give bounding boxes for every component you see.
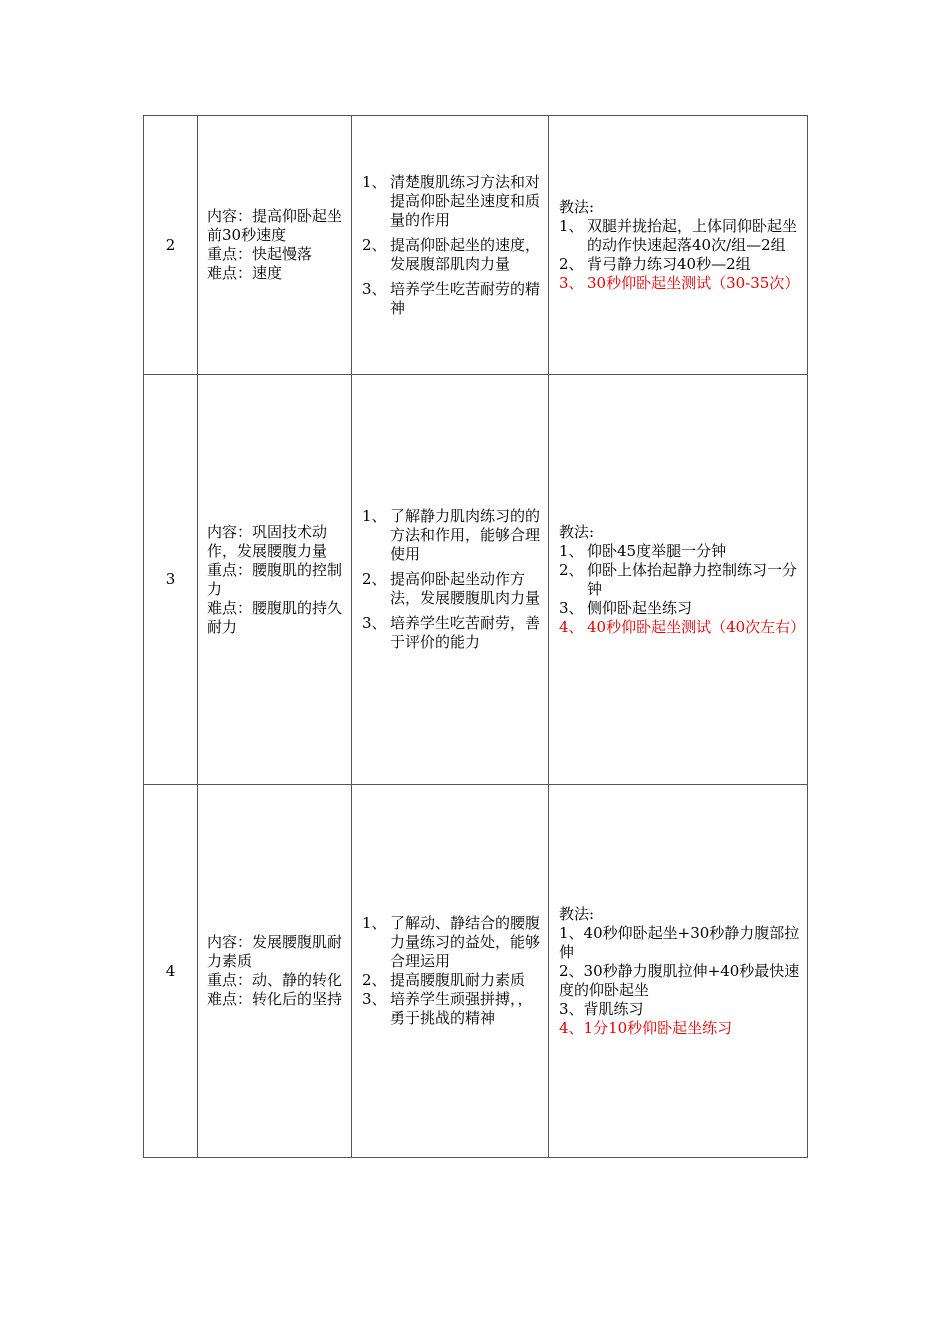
goal-item: 3、 培养学生吃苦耐劳的精神: [362, 279, 541, 317]
method-title: 教法:: [559, 904, 595, 923]
difficulty-line: 难点：速度: [207, 264, 283, 282]
focus-line: 重点：快起慢落: [207, 245, 313, 263]
method-item: 2、 仰卧上体抬起静力控制练习一分钟: [559, 560, 798, 598]
content-line: 内容：提高仰卧起坐前30秒速度: [207, 207, 343, 244]
method-item-test: 3、 30秒仰卧起坐测试（30-35次）: [559, 273, 800, 292]
method-item-test: 4、 40秒仰卧起坐测试（40次左右）: [559, 617, 806, 636]
goal-item: 1、 清楚腹肌练习方法和对提高仰卧起坐速度和质量的作用: [362, 172, 541, 229]
table-row: [144, 375, 808, 785]
focus-line: 重点：腰腹肌的控制力: [207, 560, 343, 598]
focus-line: 重点：动、静的转化: [207, 971, 343, 989]
teaching-method-cell: [549, 116, 808, 375]
lesson-goals-cell: [352, 116, 549, 375]
goal-item: 2、 提高仰卧起坐动作方法，发展腰腹肌肉力量: [362, 570, 541, 607]
content-line: 内容：发展腰腹肌耐力素质: [207, 933, 343, 970]
lesson-goals-cell: [352, 375, 549, 785]
method-title: 教法:: [559, 522, 595, 541]
lesson-number: 4: [144, 785, 198, 1158]
method-item-test: 4、1分10秒仰卧起坐练习: [559, 1018, 733, 1037]
method-item: 1、40秒仰卧起坐+30秒静力腹部拉伸: [559, 923, 800, 961]
lesson-content-cell: [198, 116, 352, 375]
method-item: 2、 背弓静力练习40秒—2组: [559, 254, 751, 273]
teaching-method-cell: [549, 785, 808, 1158]
lesson-content-cell: [198, 375, 352, 785]
method-item: 1、 仰卧45度举腿一分钟: [559, 541, 727, 560]
goal-item: 3、 培养学生吃苦耐劳，善于评价的能力: [362, 614, 541, 651]
goal-item: 1、 了解动、静结合的腰腹力量练习的益处，能够合理运用: [362, 914, 541, 970]
goal-item: 2、 提高仰卧起坐的速度，发展腹部肌肉力量: [362, 235, 541, 273]
lesson-number: 2: [144, 116, 198, 375]
lesson-number: 3: [144, 375, 198, 785]
goal-item: 1、 了解静力肌肉练习的的方法和作用，能够合理使用: [362, 507, 541, 563]
lesson-content-cell: [198, 785, 352, 1158]
content-line: 内容：巩固技术动作，发展腰腹力量: [207, 522, 328, 560]
goal-item: 2、 提高腰腹肌耐力素质: [362, 971, 526, 989]
method-item: 2、30秒静力腹肌拉伸+40秒最快速度的仰卧起坐: [559, 961, 800, 999]
table-row: [144, 116, 808, 375]
table-row: [144, 785, 808, 1158]
method-title: 教法:: [559, 197, 595, 216]
method-item: 3、 侧仰卧起坐练习: [559, 598, 693, 617]
goal-item: 3、 培养学生顽强拼搏，，勇于挑战的精神: [362, 990, 533, 1027]
difficulty-line: 难点：腰腹肌的持久耐力: [207, 598, 343, 636]
lesson-goals-cell: [352, 785, 549, 1158]
method-item: 1、 双腿并拢抬起，上体同仰卧起坐的动作快速起落40次/组—2组: [559, 216, 798, 254]
lesson-plan-table: [143, 115, 808, 1158]
method-item: 3、背肌练习: [559, 999, 644, 1018]
teaching-method-cell: [549, 375, 808, 785]
difficulty-line: 难点：转化后的坚持: [207, 990, 343, 1008]
